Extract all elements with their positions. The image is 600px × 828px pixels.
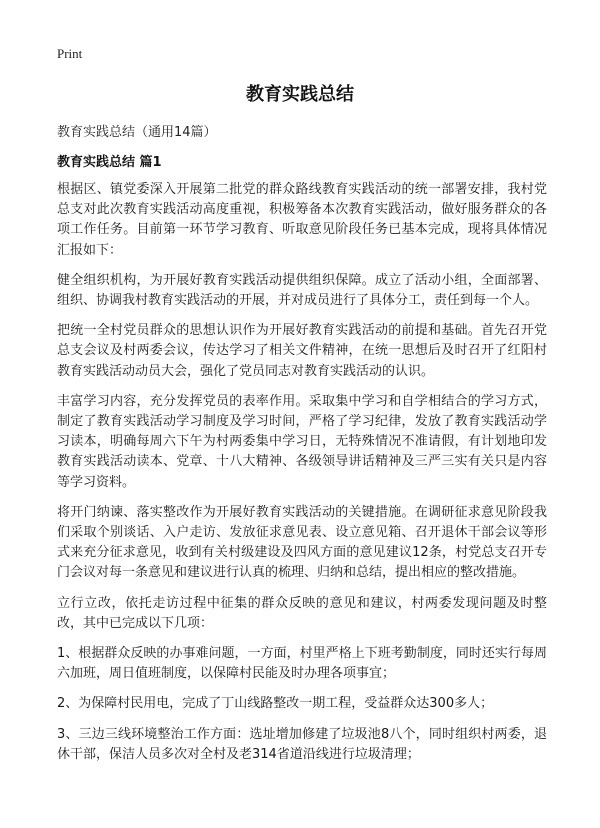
paragraph: 1、根据群众反映的办事难问题，一方面，村里严格上下班考勤制度，同时还实行每周六加班，周日值班制度，以保障村民能及时办理各项事宜；: [57, 646, 547, 682]
paragraph: 将开门纳谏、落实整改作为开展好教育实践活动的关键措施。在调研征求意见阶段我们采取个别谈话、入户走访、发放征求意见表、设立意见箱、召开退休干部会议等形式来充分征求意见，收到有关村级建设及四风方面的意见建议12条，村党总支召开专门会议对每一条意见和建议进行认真的梳理、归纳和总结，提出相应的整改措施。: [57, 504, 547, 581]
paragraph: 丰富学习内容，充分发挥党员的表率作用。采取集中学习和自学相结合的学习方式，制定了教育实践活动学习制度及学习时间，严格了学习纪律，发放了教育实践活动学习读本，明确每周六下午为村两委集中学习日，无特殊情况不准请假，有计划地印发教育实践活动读本、党章、十八大精神、各级领导讲话精神及三严三实有关只是内容等学习资料。: [57, 393, 547, 490]
document-subtitle: 教育实践总结（通用14篇）: [57, 125, 217, 140]
paragraph: 3、三边三线环境整治工作方面：选址增加修建了垃圾池8八个，同时组织村两委，退休干部，保洁人员多次对全村及老314省道沿线进行垃圾清理；: [57, 726, 547, 762]
paragraph: 把统一全村党员群众的思想认识作为开展好教育实践活动的前提和基础。首先召开党总支会议及村两委会议，传达学习了相关文件精神，在统一思想后及时召开了红阳村教育实践活动动员大会，强化了党员同志对教育实践活动的认识。: [57, 323, 547, 379]
print-label[interactable]: Print: [57, 46, 83, 61]
paragraph: 2、为保障村民用电，完成了丁山线路整改一期工程，受益群众达300多人；: [57, 696, 494, 712]
section-heading: 教育实践总结 篇1: [57, 155, 162, 170]
paragraph: 立行立改，依托走访过程中征集的群众反映的意见和建议，村两委发现问题及时整改，其中已完成以下几项：: [57, 595, 547, 631]
paragraph: 根据区、镇党委深入开展第二批党的群众路线教育实践活动的统一部署安排，我村党总支对此次教育实践活动高度重视，积极筹备本次教育实践活动，做好服务群众的各项工作任务。目前第一环节学习教育、听取意见阶段任务已基本完成，现将具体情况汇报如下：: [57, 182, 547, 258]
paragraph: 健全组织机构，为开展好教育实践活动提供组织保障。成立了活动小组，全面部署、组织、协调我村教育实践活动的开展，并对成员进行了具体分工，责任到每一个人。: [57, 272, 547, 309]
body-text: [57, 180, 547, 775]
document-title: 教育实践总结: [246, 84, 354, 105]
